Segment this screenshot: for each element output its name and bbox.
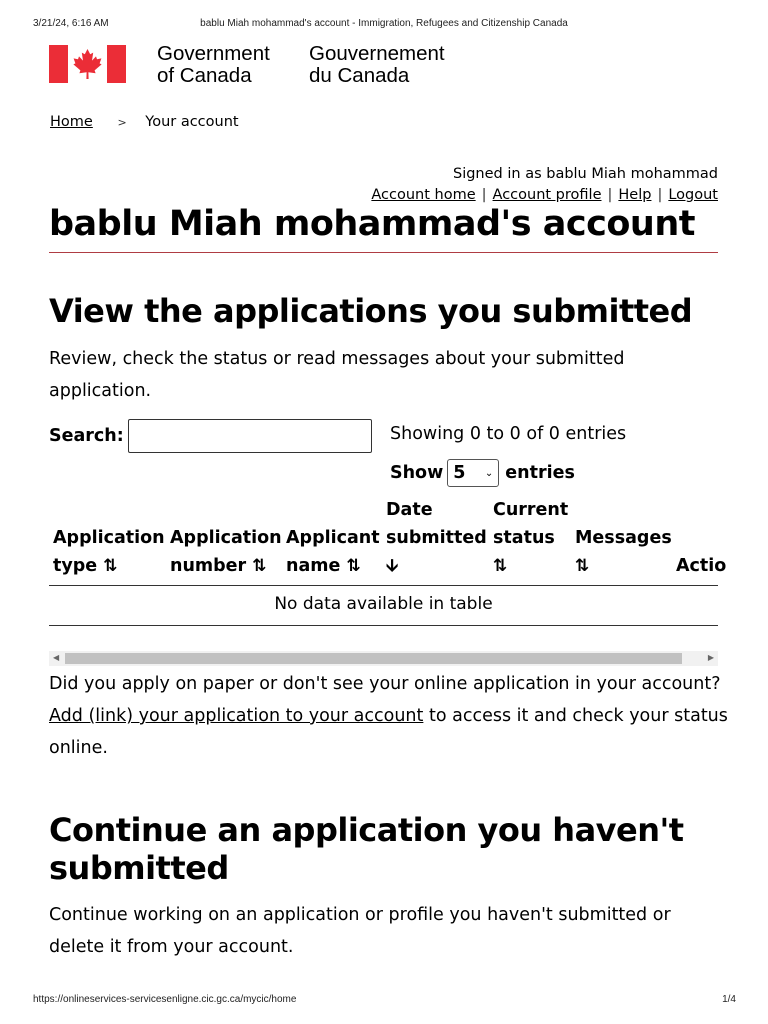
breadcrumb-separator: > bbox=[117, 116, 127, 129]
column-header-line2: number bbox=[170, 556, 247, 576]
scroll-left-icon[interactable]: ◀ bbox=[53, 653, 60, 662]
continue-section-description: Continue working on an application or profile you haven't submitted or delete it from your account. bbox=[49, 905, 671, 957]
column-header-line2: status bbox=[493, 528, 555, 548]
sort-icon: ⇅ bbox=[493, 556, 508, 576]
gc-en-line2: of Canada bbox=[157, 64, 252, 87]
breadcrumb-home-link[interactable]: Home bbox=[50, 114, 93, 130]
entries-select-value: 5 bbox=[453, 463, 466, 483]
sort-icon: ⇅ bbox=[575, 556, 590, 576]
print-url: https://onlineservices-servicesenligne.cic.gc.ca/mycic/home bbox=[33, 994, 297, 1005]
continue-section-heading: Continue an application you haven't submitted bbox=[49, 811, 684, 887]
link-divider: | bbox=[607, 187, 613, 203]
horizontal-scrollbar[interactable] bbox=[49, 651, 718, 666]
gc-signature-en bbox=[157, 43, 307, 87]
page-title: bablu Miah mohammad's account bbox=[49, 204, 718, 253]
submitted-section-description: Review, check the status or read messages about your submitted application. bbox=[49, 349, 625, 401]
gc-signature-fr bbox=[309, 43, 479, 87]
column-header-date-submitted[interactable] bbox=[386, 496, 487, 580]
entries-select[interactable] bbox=[447, 459, 499, 487]
column-header-line1: Messages bbox=[575, 528, 672, 548]
column-header-line1: Actio bbox=[676, 556, 727, 576]
link-application-link[interactable]: Add (link) your application to your account bbox=[49, 706, 424, 726]
column-header-line1: Current bbox=[493, 500, 569, 520]
sort-icon: ⇅ bbox=[103, 556, 118, 576]
signed-in-text: Signed in as bablu Miah mohammad bbox=[453, 166, 718, 182]
column-header-current-status[interactable] bbox=[493, 496, 568, 580]
table-info: Showing 0 to 0 of 0 entries bbox=[390, 424, 627, 444]
gc-fr-line2: du Canada bbox=[309, 64, 410, 87]
search-input[interactable] bbox=[128, 419, 372, 453]
table-bottom-divider bbox=[49, 625, 718, 626]
column-header-line1: Application bbox=[170, 528, 282, 548]
applications-table bbox=[49, 498, 727, 628]
submitted-section-heading: View the applications you submitted bbox=[49, 292, 693, 330]
column-header-line1: Application bbox=[53, 528, 165, 548]
canada-flag-icon bbox=[49, 45, 126, 83]
print-title: bablu Miah mohammad's account - Immigration, Refugees and Citizenship Canada bbox=[200, 18, 568, 29]
column-header-application-number[interactable] bbox=[170, 524, 282, 580]
column-header-line2: name bbox=[286, 556, 341, 576]
gc-fr-line1: Gouvernement bbox=[309, 42, 445, 65]
print-datetime: 3/21/24, 6:16 AM bbox=[33, 18, 109, 29]
column-header-messages[interactable] bbox=[575, 524, 672, 580]
paper-note-text-end: to access it and check your status online. bbox=[49, 706, 728, 758]
table-header-divider bbox=[49, 585, 718, 586]
column-header-line2: type bbox=[53, 556, 98, 576]
breadcrumb bbox=[50, 114, 239, 130]
column-header-action bbox=[676, 552, 726, 580]
table-empty-message: No data available in table bbox=[274, 594, 493, 614]
sort-descending-icon: 🡫 bbox=[386, 556, 399, 576]
column-header-application-type[interactable] bbox=[53, 524, 165, 580]
chevron-down-icon: ⌄ bbox=[484, 467, 494, 479]
entries-label: entries bbox=[505, 463, 575, 483]
breadcrumb-current: Your account bbox=[145, 114, 239, 130]
search-label: Search: bbox=[49, 426, 124, 446]
entries-length-control bbox=[390, 459, 575, 487]
account-home-link[interactable]: Account home bbox=[371, 187, 476, 203]
sort-icon: ⇅ bbox=[252, 556, 267, 576]
scrollbar-thumb[interactable] bbox=[65, 653, 682, 664]
show-label: Show bbox=[390, 463, 444, 483]
paper-application-note bbox=[49, 668, 729, 764]
link-divider: | bbox=[481, 187, 487, 203]
sort-icon: ⇅ bbox=[346, 556, 361, 576]
column-header-line1: Date bbox=[386, 500, 433, 520]
link-divider: | bbox=[657, 187, 663, 203]
scroll-right-icon[interactable]: ▶ bbox=[707, 653, 714, 662]
account-profile-link[interactable]: Account profile bbox=[492, 187, 602, 203]
column-header-applicant-name[interactable] bbox=[286, 524, 380, 580]
paper-note-text: Did you apply on paper or don't see your online application in your account? bbox=[49, 674, 721, 694]
help-link[interactable]: Help bbox=[618, 187, 652, 203]
column-header-line2: submitted bbox=[386, 528, 487, 548]
print-page-number: 1/4 bbox=[722, 994, 736, 1005]
account-menu bbox=[371, 187, 718, 203]
logout-link[interactable]: Logout bbox=[668, 187, 718, 203]
column-header-line1: Applicant bbox=[286, 528, 380, 548]
gc-en-line1: Government bbox=[157, 42, 270, 65]
